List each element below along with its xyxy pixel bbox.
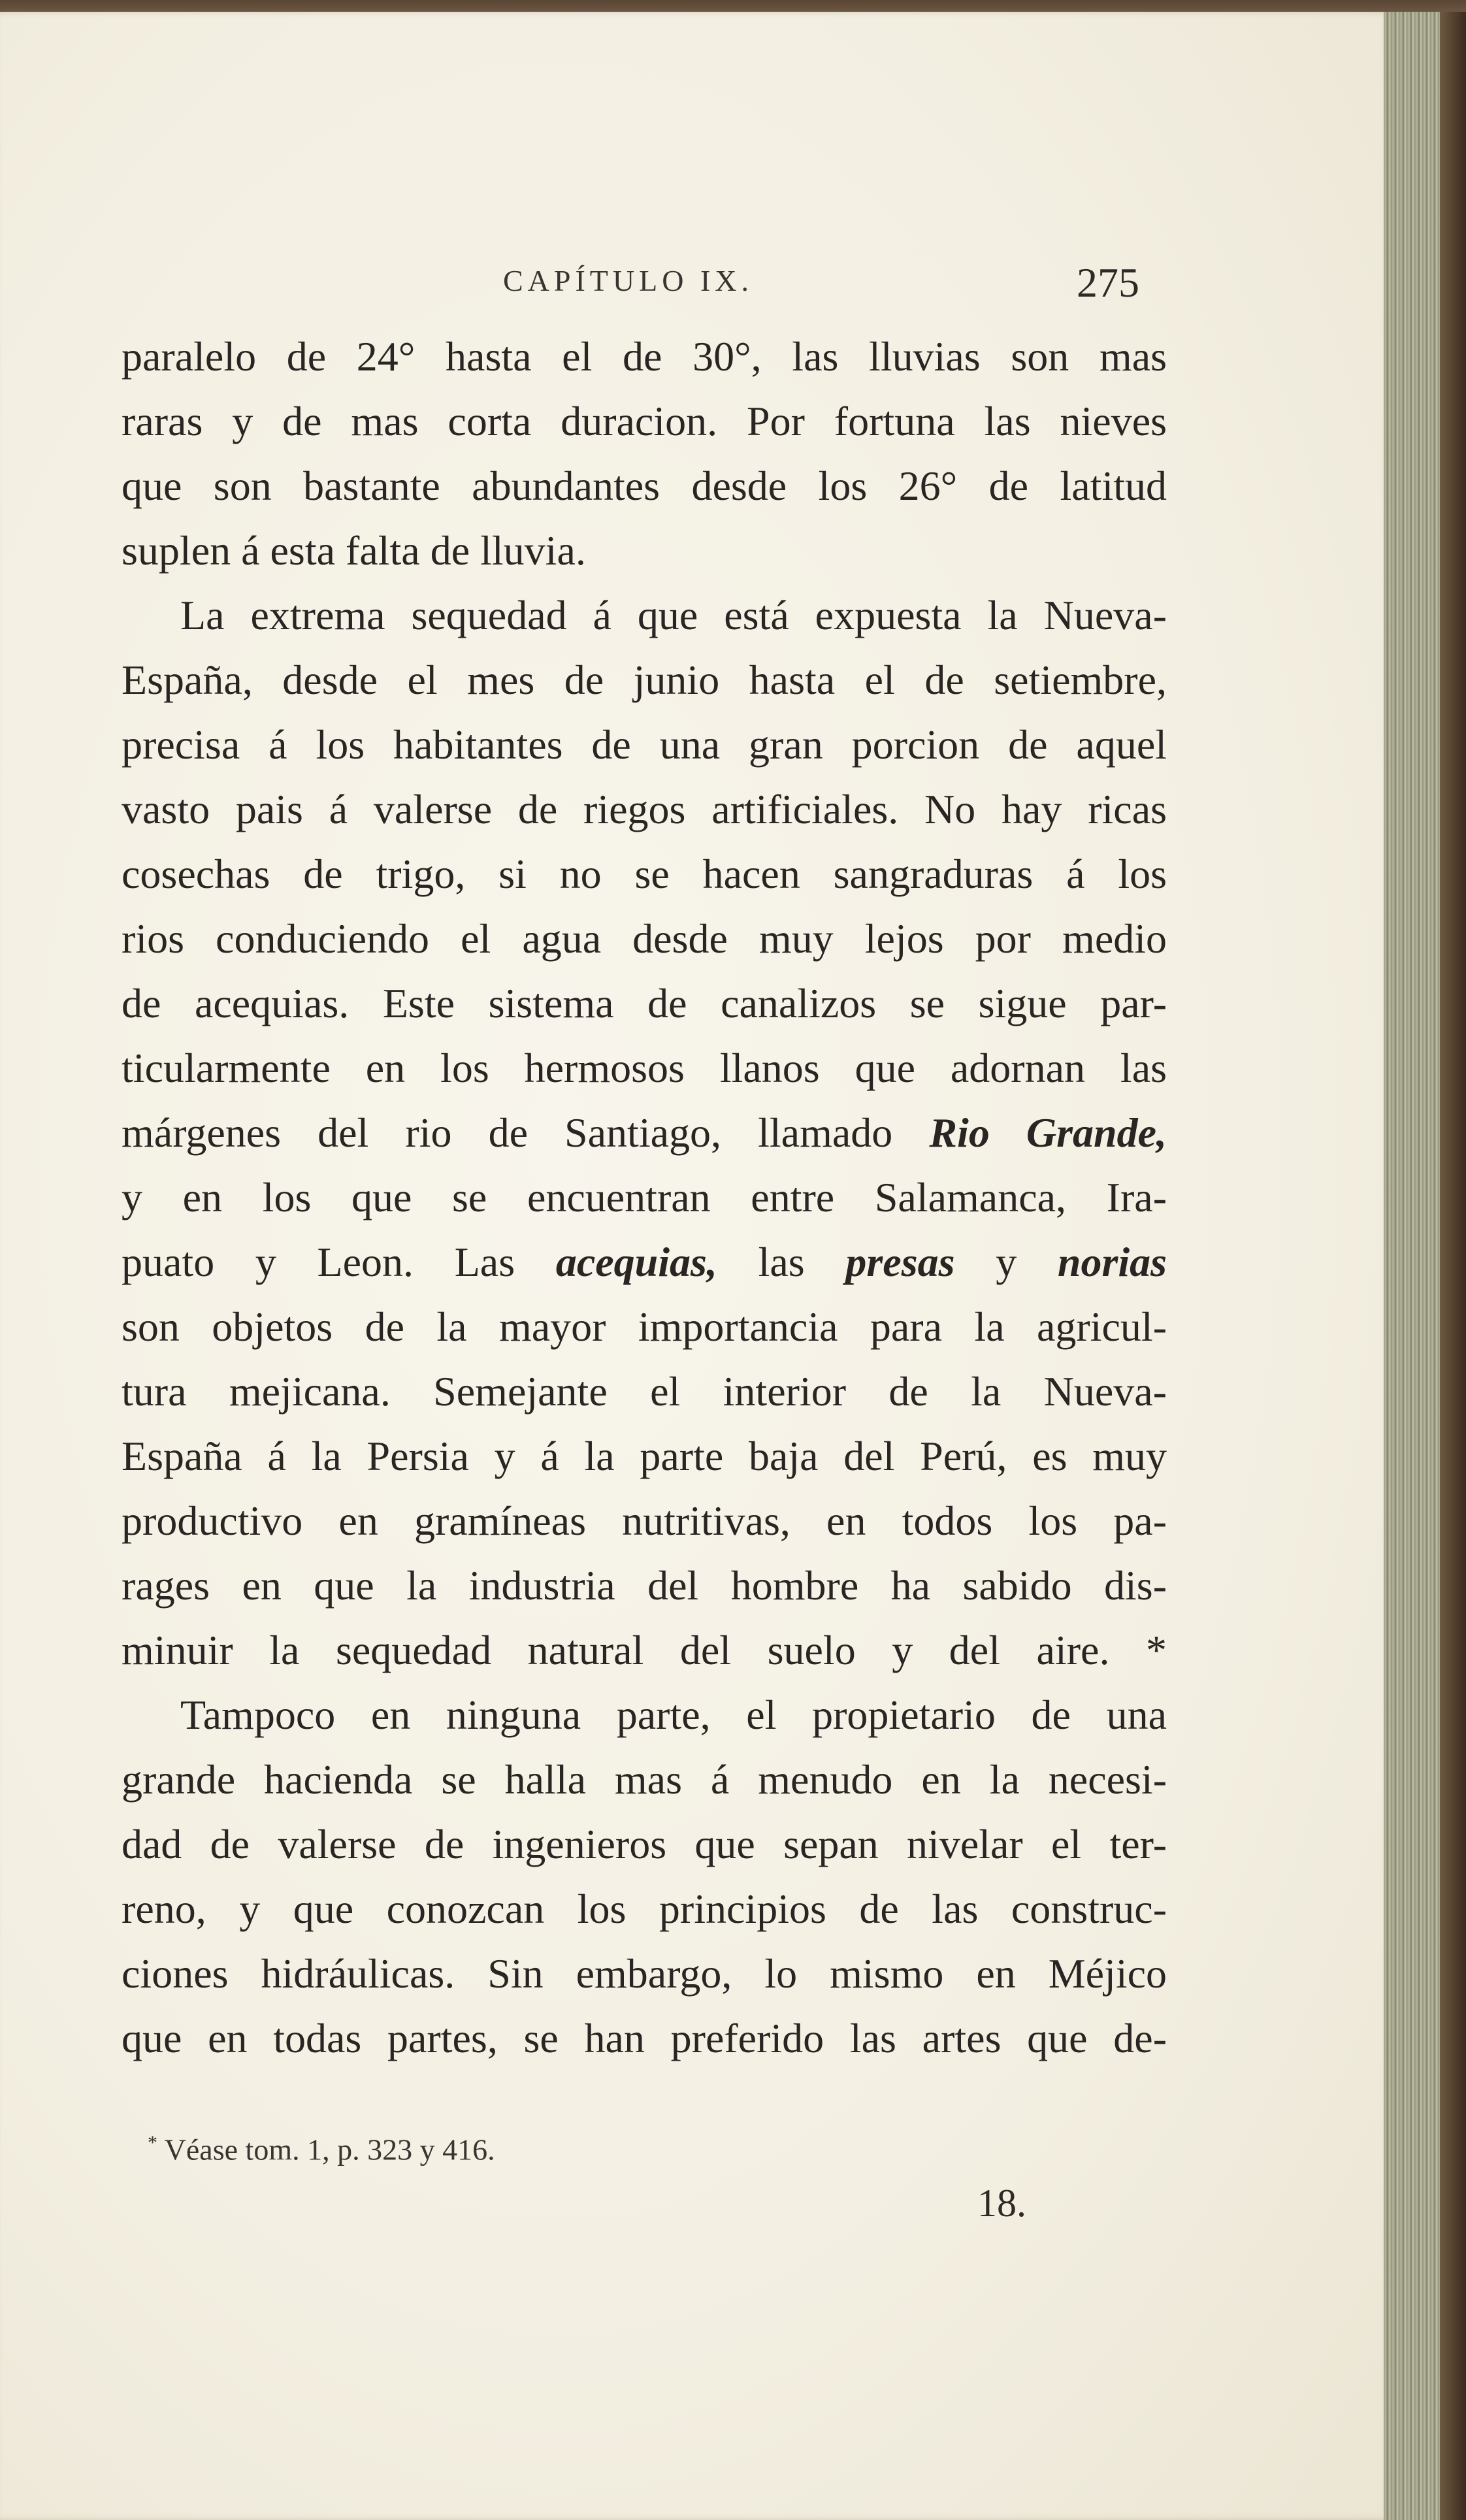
footnote-marker: * [148,2132,157,2153]
text-line: de acequias. Este sistema de canalizos se sigue par- [122,980,1167,1026]
text-line: que son bastante abundantes desde los 26° de latitud [122,463,1167,509]
signature-mark: 18. [977,2182,1026,2225]
text-line: productivo en gramíneas nutritivas, en todos los pa- [122,1497,1167,1544]
book-fore-edge [1384,12,1466,2520]
text-line-with-italics [122,1230,1167,1294]
text-line: vasto pais á valerse de riegos artificiales. No hay ricas [122,786,1167,832]
text-line: cosechas de trigo, si no se hacen sangraduras á los [122,851,1167,897]
text-line: España, desde el mes de junio hasta el de setiembre, [122,657,1167,703]
text-line: precisa á los habitantes de una gran porcion de aquel [122,721,1167,768]
text-line: rages en que la industria del hombre ha sabido dis- [122,1562,1167,1609]
italic-term-acequias: acequias, [555,1239,717,1285]
text-segment: las [758,1239,805,1285]
text-line: ciones hidráulicas. Sin embargo, lo mismo en Méjico [122,1950,1167,1997]
text-line: suplen á esta falta de lluvia. [122,527,586,574]
text-line: grande hacienda se halla mas á menudo en la necesi- [122,1756,1167,1803]
text-line: rios conduciendo el agua desde muy lejos por medio [122,915,1167,962]
italic-term-norias: norias [1057,1239,1167,1285]
text-line: son objetos de la mayor importancia para la agricul- [122,1303,1167,1350]
text-line: La extrema sequedad á que está expuesta la Nueva- [180,592,1167,638]
text-line: tura mejicana. Semejante el interior de la Nueva- [122,1368,1167,1415]
body-text [122,324,1167,2070]
text-line: y en los que se encuentran entre Salamanca, Ira- [122,1174,1167,1220]
text-line: reno, y que conozcan los principios de las construc- [122,1886,1167,1932]
text-line: que en todas partes, se han preferido las artes que de- [122,2015,1167,2061]
text-line: raras y de mas corta duracion. Por fortuna las nieves [122,398,1167,444]
footnote [148,2132,495,2167]
text-segment: puato y Leon. Las [122,1239,515,1285]
text-line-with-italic [122,1100,1167,1165]
text-line: España á la Persia y á la parte baja del Perú, es muy [122,1433,1167,1479]
text-line: dad de valerse de ingenieros que sepan nivelar el ter- [122,1821,1167,1867]
footnote-text: Véase tom. 1, p. 323 y 416. [164,2133,495,2167]
text-line: Tampoco en ninguna parte, el propietario de una [180,1692,1167,1738]
page-number: 275 [1077,259,1139,306]
text-line: minuir la sequedad natural del suelo y del aire. * [122,1627,1167,1673]
text-segment: márgenes del rio de Santiago, llamado [122,1109,893,1156]
text-line: ticularmente en los hermosos llanos que adornan las [122,1045,1167,1091]
italic-term-presas: presas [845,1239,955,1285]
text-segment: y [996,1239,1017,1285]
running-head: CAPÍTULO IX. [503,264,753,297]
page [0,12,1392,2520]
italic-term-rio-grande: Rio Grande, [929,1109,1167,1156]
text-line: paralelo de 24° hasta el de 30°, las lluvias son mas [122,333,1167,380]
